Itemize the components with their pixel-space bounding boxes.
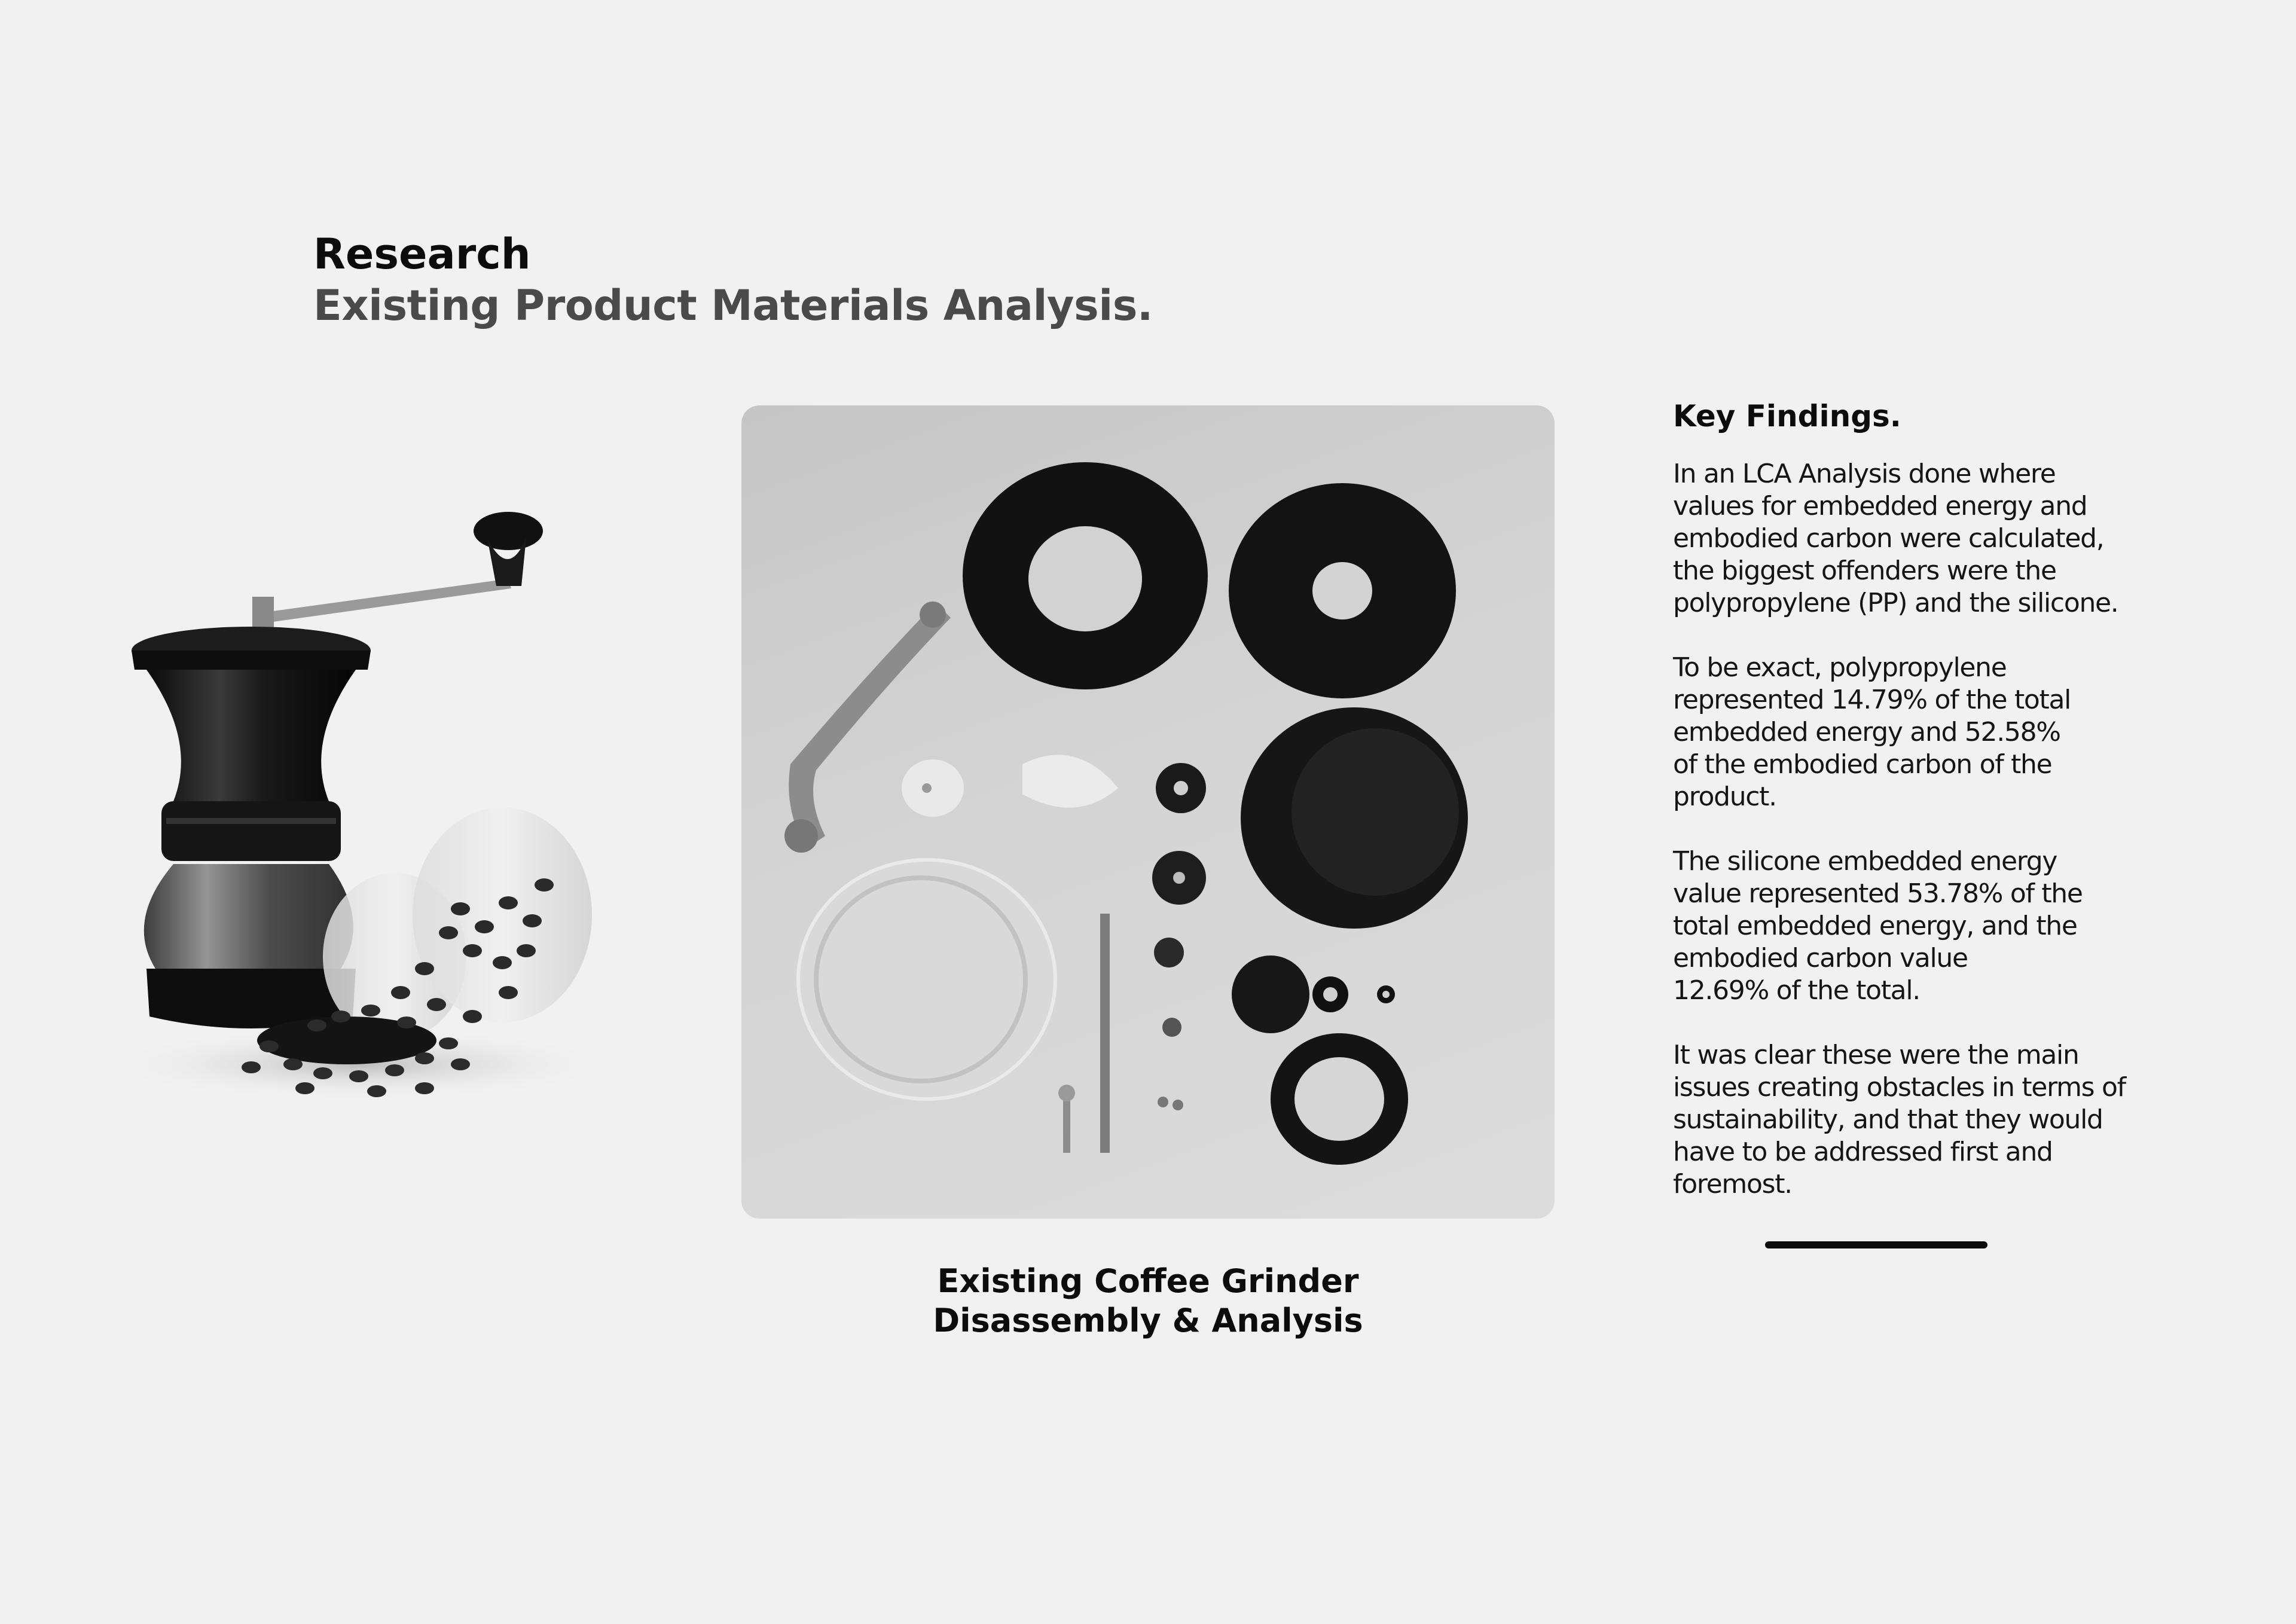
findings-paragraph-4 — [1673, 1039, 2211, 1201]
findings-line: To be exact, polypropylene — [1673, 652, 2007, 683]
disassembled-parts-illustration — [741, 405, 1555, 1219]
findings-line: 12.69% of the total. — [1673, 975, 1920, 1006]
findings-line: of the embodied carbon of the — [1673, 749, 2052, 780]
findings-line: embedded energy and 52.58% — [1673, 717, 2060, 747]
findings-line: embodied carbon were calculated, — [1673, 523, 2104, 554]
findings-line: The silicone embedded energy — [1673, 846, 2057, 877]
findings-paragraph-3 — [1673, 845, 2211, 1007]
caption-line-1: Existing Coffee Grinder — [937, 1262, 1359, 1300]
findings-line: have to be addressed first and — [1673, 1137, 2053, 1167]
section-divider — [1765, 1241, 1987, 1248]
findings-line: sustainability, and that they would — [1673, 1104, 2103, 1135]
findings-paragraph-1 — [1673, 458, 2211, 619]
findings-line: embodied carbon value — [1673, 943, 1968, 973]
findings-line: issues creating obstacles in terms of — [1673, 1072, 2126, 1103]
findings-line: polypropylene (PP) and the silicone. — [1673, 588, 2118, 618]
findings-line: total embedded energy, and the — [1673, 911, 2077, 941]
findings-line: foremost. — [1673, 1169, 1792, 1199]
findings-line: values for embedded energy and — [1673, 491, 2087, 521]
findings-paragraph-2 — [1673, 652, 2211, 813]
findings-line: represented 14.79% of the total — [1673, 685, 2071, 715]
findings-line: value represented 53.78% of the — [1673, 878, 2083, 909]
page-subtitle: Existing Product Materials Analysis. — [313, 281, 1153, 330]
photo-caption — [741, 1262, 1555, 1341]
findings-line: the biggest offenders were the — [1673, 555, 2056, 586]
findings-line: It was clear these were the main — [1673, 1040, 2079, 1070]
findings-line: product. — [1673, 782, 1776, 812]
caption-line-2: Disassembly & Analysis — [933, 1302, 1363, 1339]
key-findings-panel — [1673, 395, 2211, 1233]
key-findings-title: Key Findings. — [1673, 399, 1901, 434]
page-header — [313, 228, 1153, 331]
grinder-disassembly-photo — [741, 405, 1555, 1219]
findings-line: In an LCA Analysis done where — [1673, 459, 2056, 489]
page-title: Research — [313, 230, 531, 279]
coffee-grinder-photo — [90, 490, 718, 1148]
